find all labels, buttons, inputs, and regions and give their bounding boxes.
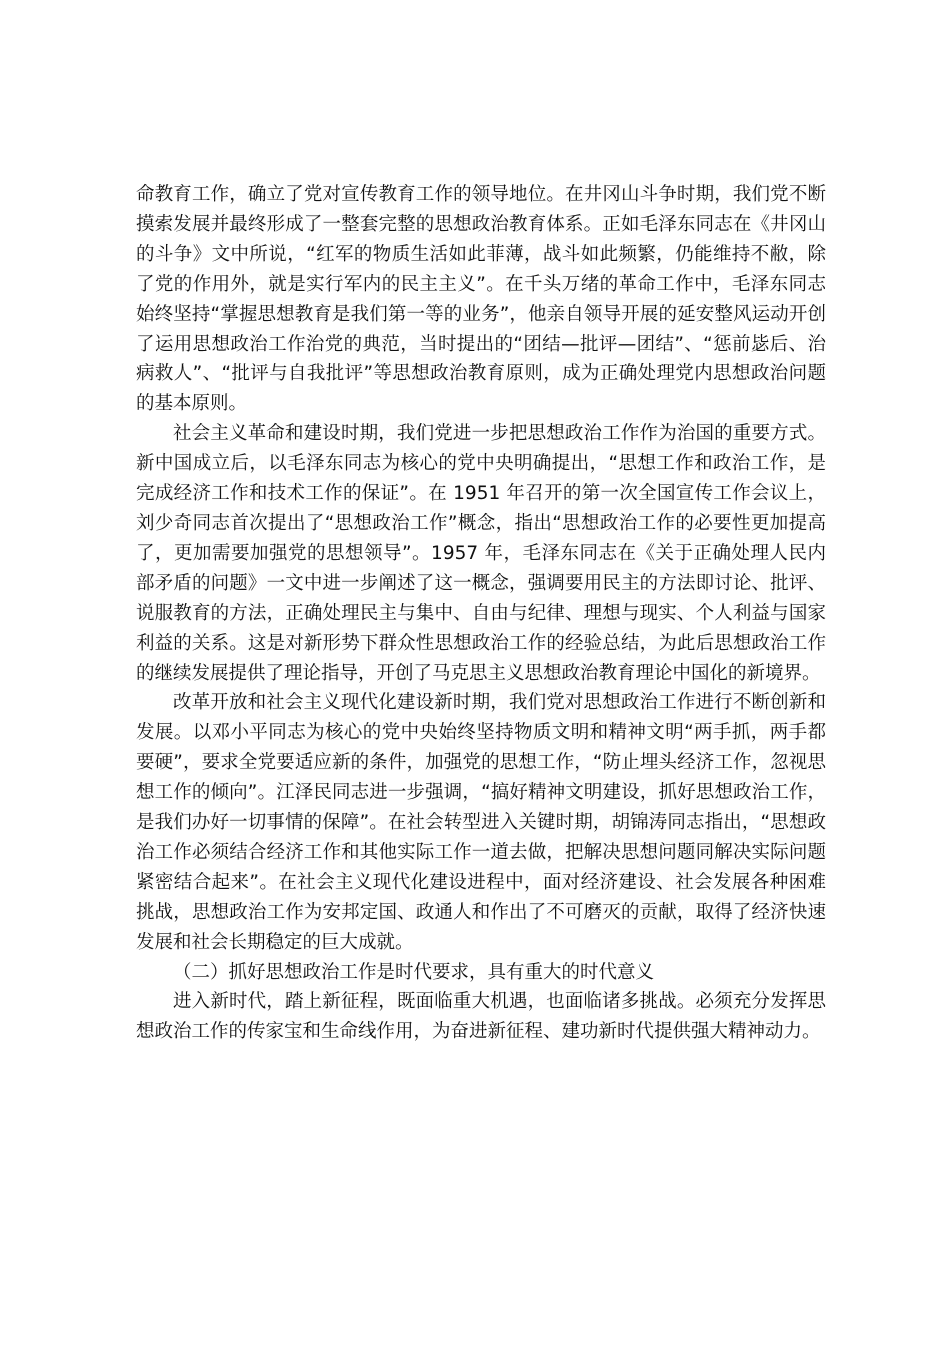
- section-heading: （二）抓好思想政治工作是时代要求，具有重大的时代意义: [173, 961, 655, 983]
- document-body: [136, 180, 826, 1047]
- paragraph-reform-opening: 改革开放和社会主义现代化建设新时期，我们党对思想政治工作进行不断创新和发展。以邓小平同志为核心的党中央始终坚持物质文明和精神文明“两手抓，两手都要硬”，要求全党要适应新的条件，加强党的思想工作，“防止埋头经济工作，忽视思想工作的倾向”。江泽民同志进一步强调，“搞好精神文明建设，抓好思想政治工作，是我们办好一切事情的保障”。在社会转型进入关键时期，胡锦涛同志指出，“思想政治工作必须结合经济工作和其他实际工作一道去做，把解决思想问题同解决实际问题紧密结合起来”。在社会主义现代化建设进程中，面对经济建设、社会发展各种困难挑战，思想政治工作为安邦定国、政通人和作出了不可磨灭的贡献，取得了经济快速发展和社会长期稳定的巨大成就。: [136, 692, 826, 953]
- paragraph-socialist-construction: 社会主义革命和建设时期，我们党进一步把思想政治工作作为治国的重要方式。新中国成立后，以毛泽东同志为核心的党中央明确提出，“思想工作和政治工作，是完成经济工作和技术工作的保证”。在 1951 年召开的第一次全国宣传工作会议上，刘少奇同志首次提出了“思想政治工作”概念，指出“思想政治工作的必要性更加提高了，更加需要加强党的思想领导”。1957 年，毛泽东同志在《关于正确处理人民内部矛盾的问题》一文中进一步阐述了这一概念，强调要用民主的方法即讨论、批评、说服教育的方法，正确处理民主与集中、自由与纪律、理想与现实、个人利益与国家利益的关系。这是对新形势下群众性思想政治工作的经验总结，为此后思想政治工作的继续发展提供了理论指导，开创了马克思主义思想政治教育理论中国化的新境界。: [136, 423, 826, 684]
- paragraph-continuation: 命教育工作，确立了党对宣传教育工作的领导地位。在井冈山斗争时期，我们党不断摸索发展并最终形成了一整套完整的思想政治教育体系。正如毛泽东同志在《井冈山的斗争》文中所说，“红军的物质生活如此菲薄，战斗如此频繁，仍能维持不敝，除了党的作用外，就是实行军内的民主主义”。在千头万绪的革命工作中，毛泽东同志始终坚持“掌握思想教育是我们第一等的业务”，他亲自领导开展的延安整风运动开创了运用思想政治工作治党的典范，当时提出的“团结—批评—团结”、“惩前毖后、治病救人”、“批评与自我批评”等思想政治教育原则，成为正确处理党内思想政治问题的基本原则。: [136, 184, 826, 415]
- paragraph-new-era: 进入新时代，踏上新征程，既面临重大机遇，也面临诸多挑战。必须充分发挥思想政治工作的传家宝和生命线作用，为奋进新征程、建功新时代提供强大精神动力。: [136, 991, 826, 1043]
